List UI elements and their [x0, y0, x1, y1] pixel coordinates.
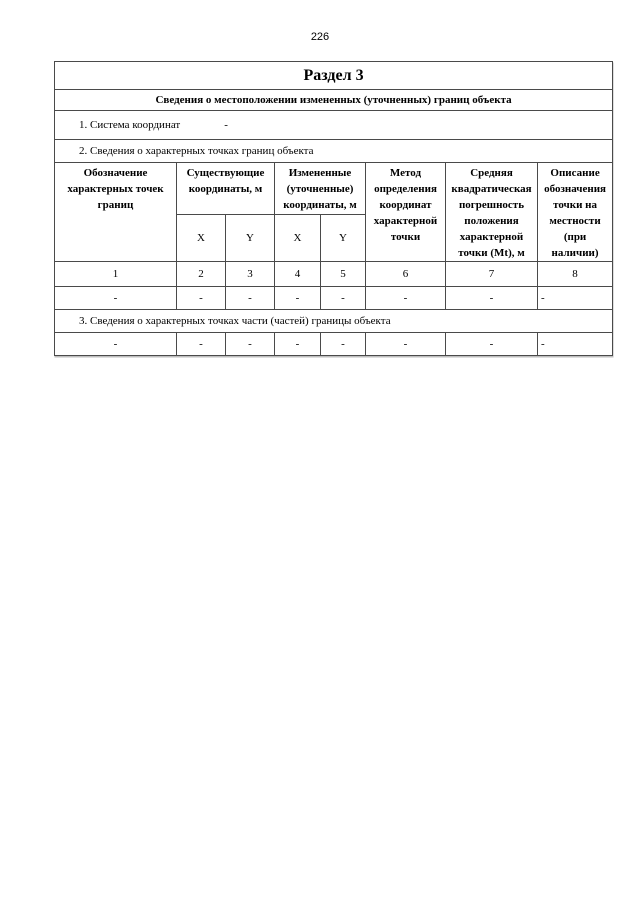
table-cell: - [321, 333, 366, 356]
table-cell: - [275, 333, 321, 356]
section-subtitle: Сведения о местоположении измененных (уточненных) границ объекта [55, 90, 613, 111]
column-number: 3 [226, 262, 275, 287]
table-cell: - [275, 287, 321, 310]
table-cell: - [446, 287, 538, 310]
table-cell: - [177, 333, 226, 356]
subheader-existing-y: Y [226, 214, 275, 261]
column-number: 4 [275, 262, 321, 287]
table-row [55, 287, 613, 310]
header-description: Описание обозначения точки на местности (при наличии) [538, 163, 613, 262]
header-designation: Обозначение характерных точек границ [55, 163, 177, 262]
column-numbers-row [55, 262, 613, 287]
table-cell: - [538, 333, 613, 356]
table-cell: - [366, 333, 446, 356]
column-number: 2 [177, 262, 226, 287]
points-section-label: 2. Сведения о характерных точках границ объекта [55, 140, 613, 163]
column-number: 1 [55, 262, 177, 287]
subheader-existing-x: X [177, 214, 226, 261]
table-cell: - [226, 287, 275, 310]
table-cell: - [55, 287, 177, 310]
part-section-label: 3. Сведения о характерных точках части (частей) границы объекта [55, 310, 613, 333]
section-title: Раздел 3 [55, 62, 613, 90]
subheader-changed-x: X [275, 214, 321, 261]
column-number: 5 [321, 262, 366, 287]
coordinate-system-label: 1. Система координат [79, 119, 181, 131]
header-existing-coordinates: Существующие координаты, м [177, 163, 275, 215]
column-number: 6 [366, 262, 446, 287]
table-cell: - [538, 287, 613, 310]
column-number: 8 [538, 262, 613, 287]
table-cell: - [321, 287, 366, 310]
header-changed-coordinates: Измененные (уточненные) координаты, м [275, 163, 366, 215]
header-error: Средняя квадратическая погрешность положения характерной точки (Mt), м [446, 163, 538, 262]
coordinate-system-value: - [224, 119, 228, 131]
page-number: 226 [310, 31, 330, 43]
column-number: 7 [446, 262, 538, 287]
coordinate-system-row [55, 111, 613, 140]
table-cell: - [226, 333, 275, 356]
header-method: Метод определения координат характерной точки [366, 163, 446, 262]
table-row [55, 333, 613, 356]
table-cell: - [177, 287, 226, 310]
table-cell: - [366, 287, 446, 310]
subheader-changed-y: Y [321, 214, 366, 261]
table-cell: - [446, 333, 538, 356]
table-cell: - [55, 333, 177, 356]
section-3-table [54, 61, 613, 356]
